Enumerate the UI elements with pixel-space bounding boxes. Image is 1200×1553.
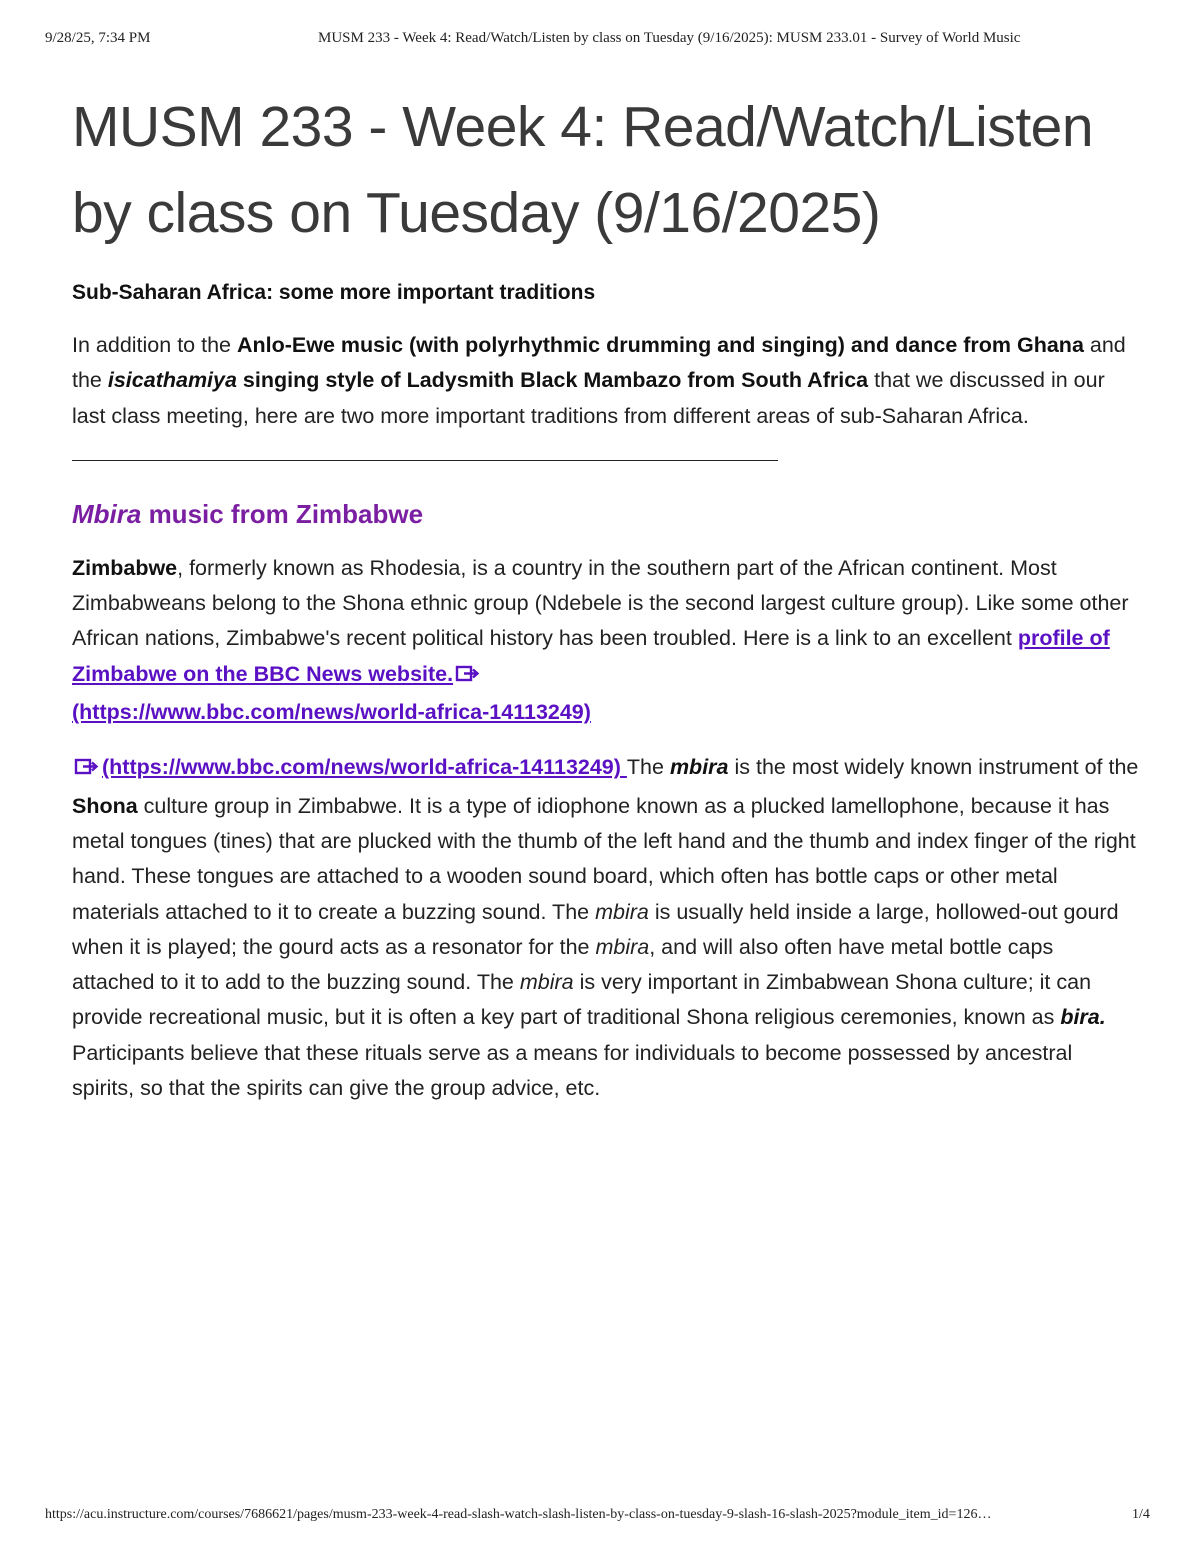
- intro-bold-ladysmith: singing style of Ladysmith Black Mambazo from South Africa: [236, 368, 869, 393]
- bbc-profile-link-text: profile of Zimbabwe on the BBC News website.: [72, 626, 1110, 686]
- mbira-text-3: culture group in Zimbabwe. It is a type of idiophone known as a plucked lamellophone, because it has metal tongues (tines) that are plucked with the thumb of the left hand and the thumb and index finger of the right hand. These tongues are attached to a wooden sound board, which often has bottle caps or other metal materials attached to it to create a buzzing sound. The: [72, 793, 1136, 924]
- mbira-text-6: is very important in Zimbabwean Shona culture; it can provide recreational music, but it is often a key part of traditional Shona religious ceremonies, known as: [72, 970, 1092, 1030]
- bbc-repeat-link-url: (https://www.bbc.com/news/world-africa-14113249): [102, 755, 627, 780]
- bold-shona: Shona: [72, 793, 138, 818]
- external-link-icon: [455, 660, 481, 695]
- zimbabwe-paragraph: [72, 551, 1140, 730]
- print-url: https://acu.instructure.com/courses/7686621/pages/musm-233-week-4-read-slash-watch-slash-listen-by-class-on-tuesday-9-slash-16-slash-2025?module_item_id=126…: [45, 1507, 992, 1522]
- heading-rest: music from Zimbabwe: [141, 498, 424, 529]
- bbc-repeat-link[interactable]: [72, 755, 627, 779]
- external-link-icon: [74, 753, 100, 788]
- print-page-title: MUSM 233 - Week 4: Read/Watch/Listen by class on Tuesday (9/16/2025): MUSM 233.01 - Survey of World Music: [318, 30, 1021, 46]
- italic-mbira-1: mbira: [595, 899, 649, 924]
- italic-mbira-3: mbira: [519, 970, 574, 995]
- page-title: MUSM 233 - Week 4: Read/Watch/Listen by class on Tuesday (9/16/2025): [72, 95, 1094, 245]
- zimbabwe-text: , formerly known as Rhodesia, is a country in the southern part of the African continent. Most Zimbabweans belong to the Shona ethnic group (Ndebele is the second largest culture group). Like some other African nations, Zimbabwe's recent political history has been troubled. Here is a link to an excellent: [72, 555, 1129, 651]
- bold-zimbabwe: Zimbabwe: [72, 555, 178, 580]
- mbira-text-4: is usually held inside a large, hollowed-out gourd when it is played; the gourd acts as a resonator for the: [72, 899, 1119, 959]
- intro-text-3: that we discussed in our last class meeting, here are two more important traditions from different areas of sub-Saharan Africa.: [72, 368, 1105, 428]
- print-timestamp: 9/28/25, 7:34 PM: [45, 30, 151, 46]
- mbira-paragraph: [72, 750, 1140, 1106]
- mbira-text-5: , and will also often have metal bottle caps attached to it to add to the buzzing sound. The: [72, 934, 1054, 995]
- mbira-text-2: is the most widely known instrument of the: [728, 755, 1139, 780]
- bbc-profile-link-url: (https://www.bbc.com/news/world-africa-14113249): [72, 700, 591, 725]
- heading-italic-mbira: Mbira: [72, 498, 142, 529]
- intro-text-2: and the: [72, 333, 1126, 393]
- section-subheading: Sub-Saharan Africa: some more important traditions: [72, 281, 596, 304]
- intro-paragraph: [72, 328, 1140, 434]
- print-page-number: 1/4: [1132, 1507, 1150, 1522]
- horizontal-divider: [72, 460, 778, 461]
- mbira-text-7: Participants believe that these rituals serve as a means for individuals to become possessed by ancestral spirits, so that the spirits can give the group advice, etc.: [72, 1040, 1073, 1101]
- mbira-text-1: The: [626, 755, 670, 780]
- italic-mbira-2: mbira: [595, 934, 650, 959]
- mbira-section-heading: [72, 497, 1140, 531]
- intro-bold-anlo-ewe: Anlo-Ewe music (with polyrhythmic drumming and singing) and dance from Ghana: [236, 333, 1084, 357]
- bold-italic-bira: bira.: [1060, 1005, 1106, 1030]
- page-content: [72, 84, 1140, 1106]
- intro-bold-italic-isicathamiya: isicathamiya: [107, 368, 237, 393]
- bold-italic-mbira: mbira: [669, 755, 729, 780]
- intro-text-1: In addition to the: [72, 333, 237, 357]
